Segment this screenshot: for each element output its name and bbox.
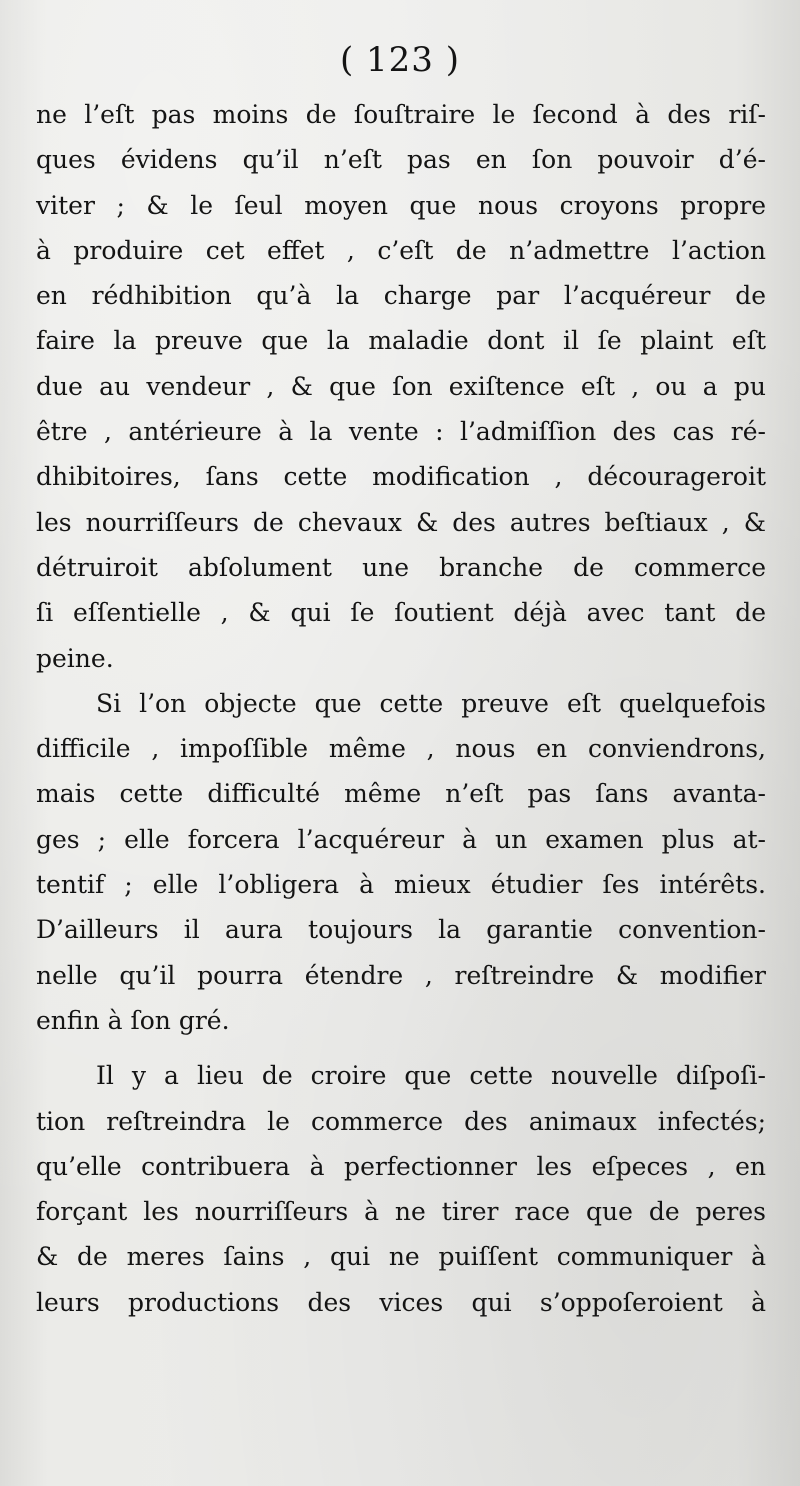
text-line: ne l’eſt pas moins de ſouſtraire le ſecond à des riſ- [36, 100, 766, 129]
text-line: en rédhibition qu’à la charge par l’acquéreur de [36, 281, 766, 311]
text-line: enfin à ſon gré. [36, 1005, 230, 1035]
text-line: peine. [36, 643, 114, 673]
paragraph [36, 92, 766, 681]
text-line: ſi eſſentielle , & qui ſe ſoutient déjà avec tant de [36, 598, 766, 628]
text-line: Si l’on objecte que cette preuve eſt quelquefois [96, 688, 766, 718]
text-line: viter ; & le ſeul moyen que nous croyons propre [36, 190, 766, 220]
text-line: ges ; elle forcera l’acquéreur à un examen plus at- [36, 824, 766, 854]
text-line: nelle qu’il pourra étendre , reſtreindre & modifier [36, 960, 766, 990]
text-line: mais cette difficulté même n’eſt pas ſans avanta- [36, 779, 766, 809]
text-line: Il y a lieu de croire que cette nouvelle diſpoſi- [96, 1061, 766, 1091]
text-line: dhibitoires, ſans cette modification , décourageroit [36, 462, 766, 492]
text-line: tion reſtreindra le commerce des animaux infectés; [36, 1106, 766, 1136]
paragraph [36, 681, 766, 1043]
text-line: les nourriſſeurs de chevaux & des autres beſtiaux , & [36, 507, 766, 537]
text-line: qu’elle contribuera à perfectionner les eſpeces , en [36, 1151, 766, 1181]
text-line: & de meres ſains , qui ne puiſſent communiquer à [36, 1242, 766, 1272]
paragraph [36, 1053, 766, 1325]
text-line: leurs productions des vices qui s’oppoſeroient à [36, 1287, 766, 1317]
text-line: à produire cet effet , c’eſt de n’admettre l’action [36, 235, 766, 265]
text-line: difficile , impoſſible même , nous en conviendrons, [36, 734, 766, 764]
page-number: ( 123 ) [339, 40, 461, 80]
text-line: forçant les nourriſſeurs à ne tirer race que de peres [36, 1197, 766, 1227]
text-line: D’ailleurs il aura toujours la garantie convention- [36, 915, 766, 945]
body-text [36, 92, 766, 1325]
paragraph-gap [36, 1043, 766, 1053]
text-line: faire la preuve que la maladie dont il ſe plaint eſt [36, 326, 766, 356]
text-line: due au vendeur , & que ſon exiſtence eſt , ou a pu [36, 371, 766, 401]
text-line: détruiroit abſolument une branche de commerce [36, 552, 766, 582]
text-line: être , antérieure à la vente : l’admiſſion des cas ré- [36, 417, 766, 447]
text-line: tentif ; elle l’obligera à mieux étudier ſes intérêts. [36, 870, 766, 900]
text-line: ques évidens qu’il n’eſt pas en ſon pouvoir d’é- [36, 145, 766, 175]
